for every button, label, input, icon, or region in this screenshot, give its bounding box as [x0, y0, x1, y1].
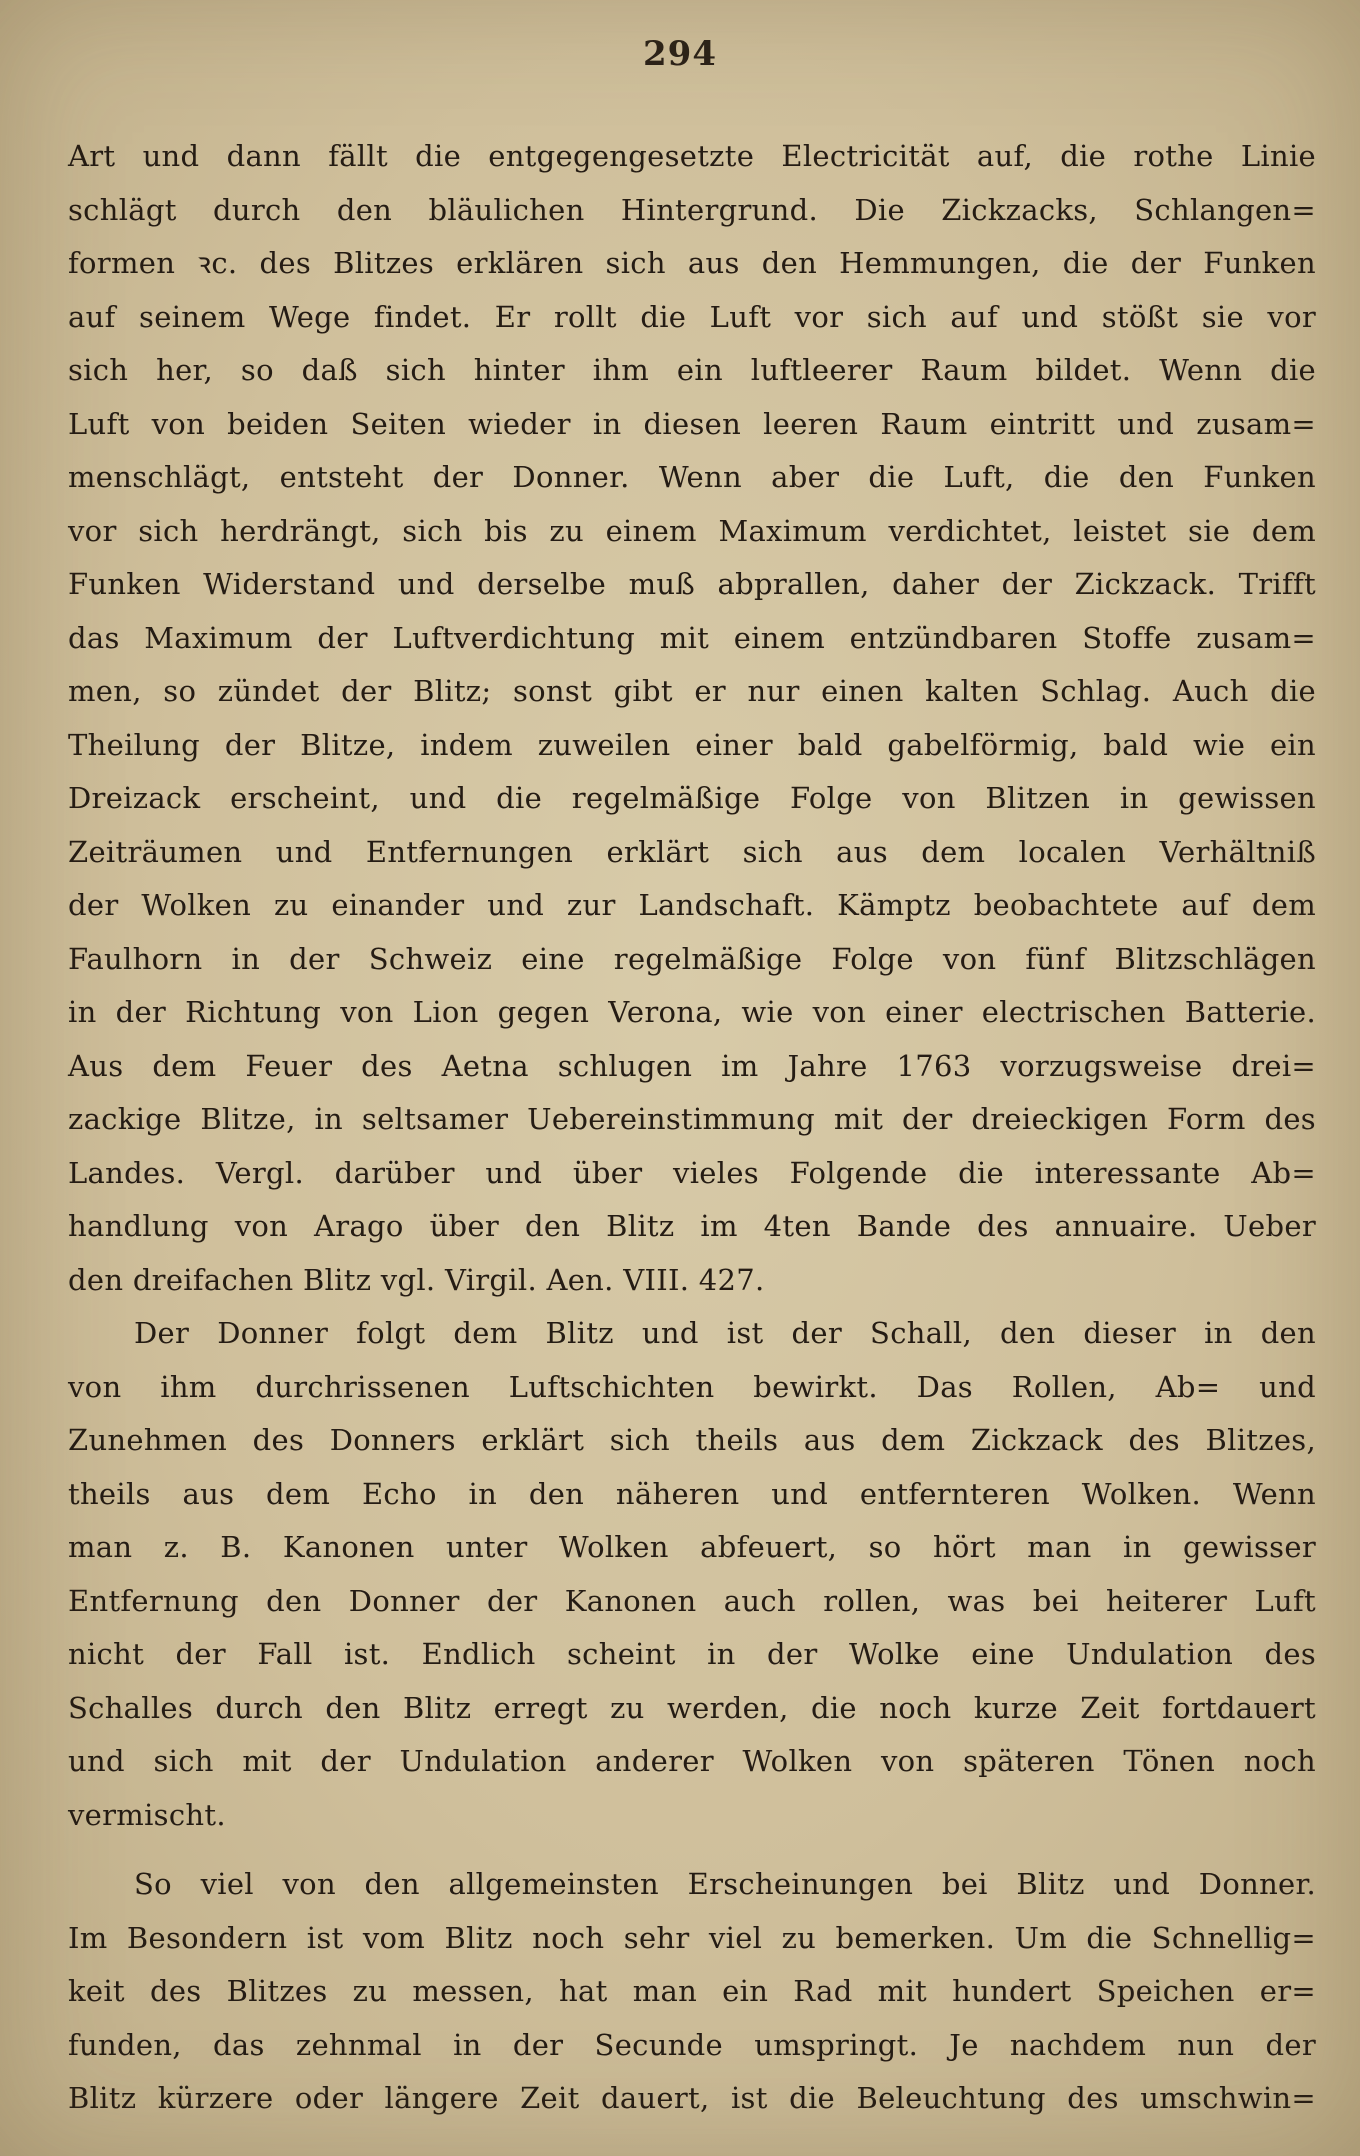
text-line: Dreizack erscheint, und die regelmäßige Folge von Blitzen in gewissen — [68, 781, 1316, 815]
text-line: Zunehmen des Donners erklärt sich theils aus dem Zickzack des Blitzes, — [68, 1423, 1316, 1457]
page-number: 294 — [643, 34, 717, 74]
text-line: Zeiträumen und Entfernungen erklärt sich aus dem localen Verhältniß — [68, 834, 1316, 869]
text-line: Funken Widerstand und derselbe muß abprallen, daher der Zickzack. Trifft — [68, 567, 1316, 601]
text-line: sich her, so daß sich hinter ihm ein luftleerer Raum bildet. Wenn die — [68, 353, 1316, 387]
text-line: von ihm durchrissenen Luftschichten bewirkt. Das Rollen, Ab= und — [68, 1369, 1316, 1404]
text-line: schlägt durch den bläulichen Hintergrund. Die Zickzacks, Schlangen= — [68, 192, 1316, 227]
text-line: formen ꝛc. des Blitzes erklären sich aus den Hemmungen, die der Funken — [68, 246, 1316, 280]
text-line: den dreifachen Blitz vgl. Virgil. Aen. VIII. 427. — [68, 1262, 765, 1297]
text-line: Faulhorn in der Schweiz eine regelmäßige Folge von fünf Blitzschlägen — [68, 941, 1316, 976]
text-line: das Maximum der Luftverdichtung mit einem entzündbaren Stoffe zusam= — [68, 620, 1316, 655]
text-line: man z. B. Kanonen unter Wolken abfeuert, so hört man in gewisser — [68, 1530, 1316, 1564]
text-line: Im Besondern ist vom Blitz noch sehr viel zu bemerken. Um die Schnellig= — [68, 1920, 1316, 1955]
text-line: in der Richtung von Lion gegen Verona, wie von einer electrischen Batterie. — [68, 995, 1316, 1029]
text-line: der Wolken zu einander und zur Landschaft. Kämptz beobachtete auf dem — [68, 888, 1316, 922]
paragraph — [68, 1858, 1316, 2126]
text-line: zackige Blitze, in seltsamer Uebereinstimmung mit der dreieckigen Form des — [68, 1102, 1316, 1136]
text-line: Schalles durch den Blitz erregt zu werden, die noch kurze Zeit fortdauert — [68, 1690, 1316, 1725]
paragraph-gap — [68, 1842, 1316, 1858]
text-line: menschlägt, entsteht der Donner. Wenn aber die Luft, die den Funken — [68, 460, 1316, 494]
body-text — [68, 130, 1316, 2126]
text-line: keit des Blitzes zu messen, hat man ein Rad mit hundert Speichen er= — [68, 1974, 1316, 2008]
text-line: auf seinem Wege findet. Er rollt die Luft vor sich auf und stößt sie vor — [68, 299, 1316, 334]
text-line: Entfernung den Donner der Kanonen auch rollen, was bei heiterer Luft — [68, 1583, 1316, 1618]
text-line: Theilung der Blitze, indem zuweilen einer bald gabelförmig, bald wie ein — [68, 727, 1316, 762]
paragraph — [68, 130, 1316, 1307]
text-line: Luft von beiden Seiten wieder in diesen leeren Raum eintritt und zusam= — [68, 406, 1316, 441]
text-line: Blitz kürzere oder längere Zeit dauert, ist die Beleuchtung des umschwin= — [68, 2081, 1316, 2115]
text-line: handlung von Arago über den Blitz im 4ten Bande des annuaire. Ueber — [68, 1209, 1316, 1243]
text-line: Der Donner folgt dem Blitz und ist der Schall, den dieser in den — [134, 1316, 1316, 1350]
text-line: und sich mit der Undulation anderer Wolken von späteren Tönen noch — [68, 1744, 1316, 1778]
text-line: nicht der Fall ist. Endlich scheint in der Wolke eine Undulation des — [68, 1637, 1316, 1671]
text-line: Art und dann fällt die entgegengesetzte Electricität auf, die rothe Linie — [68, 139, 1316, 173]
text-line: So viel von den allgemeinsten Erscheinungen bei Blitz und Donner. — [134, 1867, 1316, 1901]
paragraph — [68, 1307, 1316, 1842]
text-line: Aus dem Feuer des Aetna schlugen im Jahre 1763 vorzugsweise drei= — [68, 1048, 1316, 1083]
text-line: vermischt. — [68, 1797, 226, 1832]
text-line: theils aus dem Echo in den näheren und entfernteren Wolken. Wenn — [68, 1476, 1316, 1511]
text-line: Landes. Vergl. darüber und über vieles Folgende die interessante Ab= — [68, 1155, 1316, 1190]
text-line: men, so zündet der Blitz; sonst gibt er nur einen kalten Schlag. Auch die — [68, 674, 1316, 708]
text-line: funden, das zehnmal in der Secunde umspringt. Je nachdem nun der — [68, 2027, 1316, 2062]
text-line: vor sich herdrängt, sich bis zu einem Maximum verdichtet, leistet sie dem — [68, 513, 1316, 548]
